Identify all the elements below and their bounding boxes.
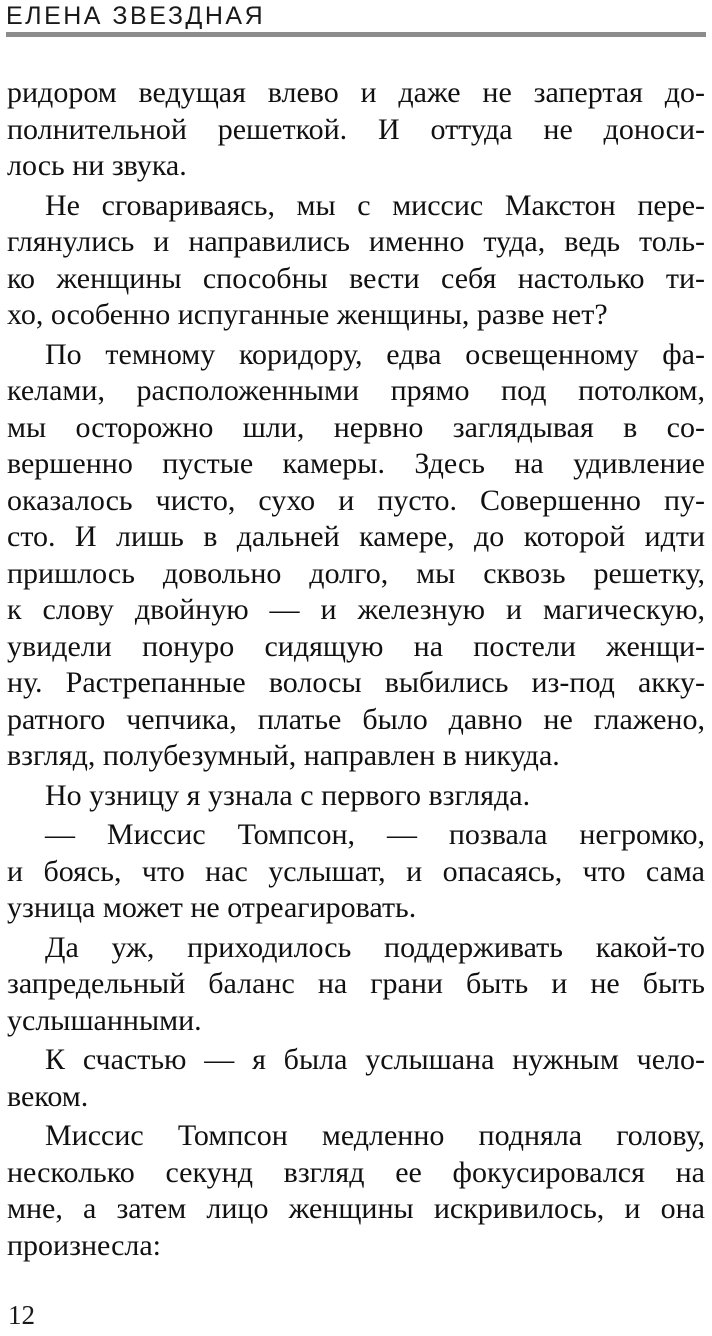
- text-line: ну. Растрепанные волосы выбились из-под акку-: [7, 666, 705, 699]
- text-line: вершенно пустые камеры. Здесь на удивление: [7, 447, 705, 480]
- text-line: к слову двойную — и железную и магическую,: [7, 593, 705, 626]
- paragraph: [7, 75, 705, 185]
- text-line: келами, расположенными прямо под потолком,: [7, 374, 705, 407]
- paragraph: [7, 817, 705, 927]
- paragraph: [7, 1042, 705, 1115]
- text-line: мы осторожно шли, нервно заглядывая в со-: [7, 410, 705, 444]
- text-line: увидели понуро сидящую на постели женщи-: [7, 629, 705, 663]
- body-text: [7, 75, 705, 1267]
- text-line: полнительной решеткой. И оттуда не доноси-: [7, 112, 705, 146]
- paragraph: [7, 1118, 705, 1264]
- text-line: мне, а затем лицо женщины искривилось, и она: [7, 1192, 705, 1225]
- text-line: По темному коридору, едва освещенному фа-: [45, 337, 705, 371]
- text-line: хо, особенно испуганные женщины, разве нет?: [7, 298, 608, 331]
- text-line: пришлось довольно долго, мы сквозь решетку,: [7, 556, 705, 590]
- page-number: 12: [8, 1300, 35, 1330]
- paragraph: [7, 188, 705, 334]
- text-line: произнесла:: [7, 1228, 162, 1262]
- text-line: Не сговариваясь, мы с миссис Макстон пере-: [45, 188, 705, 222]
- header-rule: [6, 32, 706, 37]
- text-line: — Миссис Томпсон, — позвала негромко,: [45, 818, 705, 851]
- text-line: ридором ведущая влево и даже не запертая до-: [7, 76, 705, 109]
- text-line: оказалось чисто, сухо и пусто. Совершенно пу-: [7, 483, 705, 517]
- text-line: ратного чепчика, платье было давно не глажено,: [7, 702, 705, 736]
- text-line: веком.: [7, 1079, 89, 1113]
- text-line: и боясь, что нас услышат, и опасаясь, что сама: [7, 854, 705, 888]
- text-line: сто. И лишь в дальней камере, до которой идти: [7, 520, 705, 553]
- text-line: Но узницу я узнала с первого взгляда.: [45, 778, 531, 812]
- paragraph: [7, 778, 705, 815]
- text-line: услышанными.: [7, 1003, 202, 1037]
- paragraph: [7, 930, 705, 1040]
- text-line: К счастью — я была услышана нужным чело-: [45, 1043, 705, 1076]
- text-line: взгляд, полубезумный, направлен в никуда.: [7, 739, 560, 772]
- text-line: лось ни звука.: [7, 149, 187, 182]
- text-line: Миссис Томпсон медленно подняла голову,: [45, 1119, 705, 1152]
- running-head: ЕЛЕНА ЗВЕЗДНАЯ: [6, 2, 266, 30]
- text-line: узница может не отреагировать.: [7, 891, 417, 924]
- text-line: запредельный баланс на грани быть и не быть: [7, 967, 705, 1000]
- text-line: Да уж, приходилось поддерживать какой-то: [45, 930, 705, 964]
- text-line: глянулись и направились именно туда, ведь толь-: [7, 225, 705, 258]
- paragraph: [7, 337, 705, 775]
- text-line: несколько секунд взгляд ее фокусировался на: [7, 1155, 705, 1189]
- text-line: ко женщины способны вести себя настолько ти-: [7, 261, 705, 295]
